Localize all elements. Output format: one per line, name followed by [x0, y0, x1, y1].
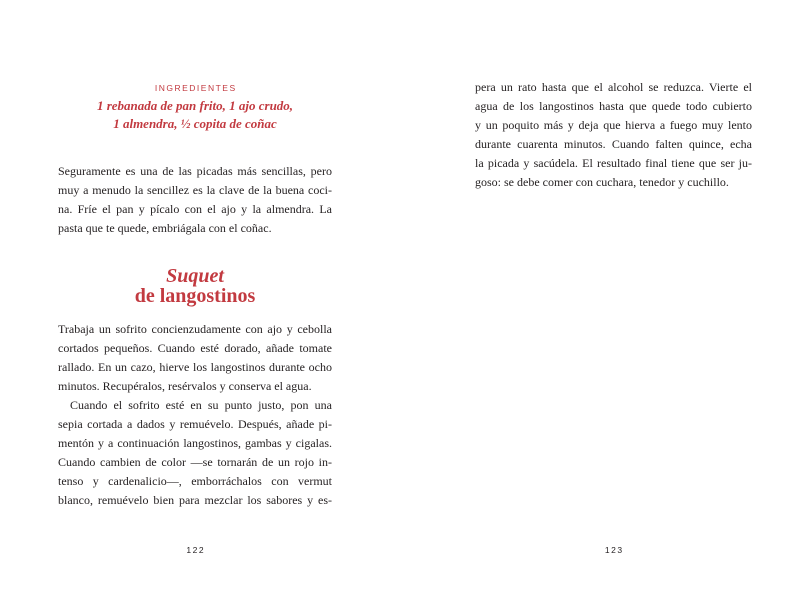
text-line: goso: se debe comer con cuchara, tenedor y cuchillo. [475, 175, 729, 189]
text-line: blanco, remuévelo bien para mezclar los sabores y es- [58, 493, 332, 507]
body-paragraph [58, 396, 332, 510]
text-line: muy a menudo la sencillez es la clave de la buena coci- [58, 183, 332, 197]
text-line: Trabaja un sofrito concienzudamente con ajo y cebolla [58, 322, 332, 336]
page-number-right: 123 [604, 545, 624, 555]
ingredients-block [58, 82, 332, 133]
body-paragraph [58, 320, 332, 396]
text-line: mentón y a continuación langostinos, gambas y cigalas. [58, 436, 332, 450]
text-line: pasta que te quede, embriágala con el coñac. [58, 221, 272, 235]
text-line: durante cuarenta minutos. Cuando falten quince, echa [475, 137, 752, 151]
ingredients-heading: INGREDIENTES [154, 83, 237, 93]
text-line: Cuando cambien de color —se tornarán de un rojo in- [58, 455, 332, 469]
right-page [475, 0, 752, 609]
left-page [58, 0, 332, 609]
page-number-left: 122 [186, 545, 206, 555]
text-line: Seguramente es una de las picadas más sencillas, pero [58, 164, 332, 178]
ingredient-line: 1 rebanada de pan frito, 1 ajo crudo, [96, 98, 294, 113]
ingredients-list [58, 97, 332, 133]
text-line: tenso y cardenalicio—, emborráchalos con vermut [58, 474, 332, 488]
intro-paragraph [58, 162, 332, 238]
text-line: agua de los langostinos hasta que quede todo cubierto [475, 99, 752, 113]
text-line: minutos. Recupéralos, resérvalos y conserva el agua. [58, 379, 312, 393]
text-line: na. Fríe el pan y pícalo con el ajo y la almendra. La [58, 202, 332, 216]
text-line: rallado. En un cazo, hierve los langostinos durante ocho [58, 360, 332, 374]
text-line: cortados pequeños. Cuando esté dorado, añade tomate [58, 341, 332, 355]
recipe-title-line-2: de langostinos [134, 285, 256, 307]
recipe-body [58, 320, 332, 510]
continuation-paragraph [475, 78, 752, 192]
recipe-title-line-1: Suquet [166, 265, 224, 287]
text-line: pera un rato hasta que el alcohol se reduzca. Vierte el [475, 80, 752, 94]
recipe-title [58, 266, 332, 306]
text-line: la picada y sacúdela. El resultado final tiene que ser ju- [475, 156, 752, 170]
text-line: sepia cortada a dados y remuévelo. Después, añade pi- [58, 417, 332, 431]
text-line: Cuando el sofrito esté en su punto justo, pon una [70, 398, 332, 412]
text-line: y un poquito más y deja que hierva a fuego muy lento [475, 118, 752, 132]
ingredient-line: 1 almendra, ½ copita de coñac [113, 116, 277, 131]
